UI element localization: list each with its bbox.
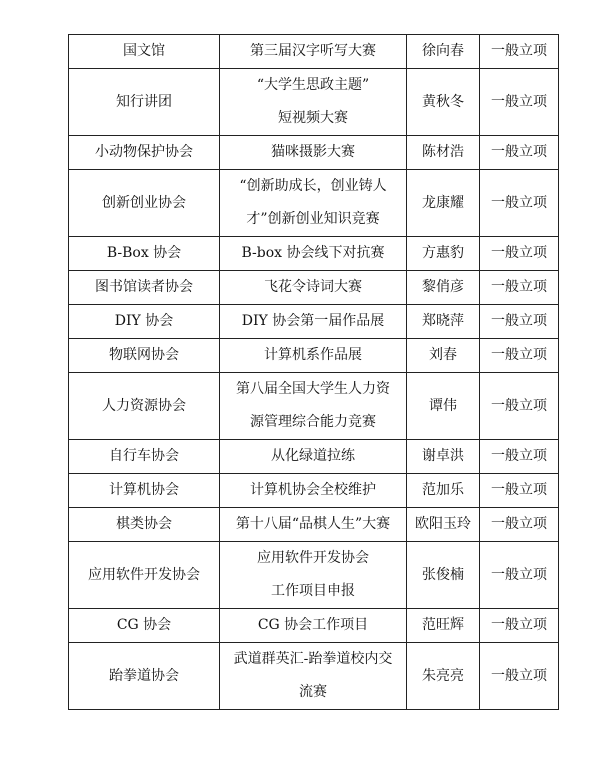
project-line: B-box 协会线下对抗赛 — [241, 245, 385, 261]
org-cell: 自行车协会 — [69, 440, 220, 474]
project-table — [68, 34, 559, 710]
table-row — [69, 609, 559, 643]
level-cell: 一般立项 — [480, 170, 559, 237]
project-cell — [220, 237, 407, 271]
org-cell: B-Box 协会 — [69, 237, 220, 271]
project-line: 飞花令诗词大赛 — [264, 279, 362, 295]
level-cell: 一般立项 — [480, 69, 559, 136]
leader-cell: 龙康耀 — [407, 170, 480, 237]
leader-cell: 陈材浩 — [407, 136, 480, 170]
table-row — [69, 339, 559, 373]
level-cell: 一般立项 — [480, 35, 559, 69]
project-line: 短视频大赛 — [278, 110, 348, 126]
project-cell — [220, 170, 407, 237]
project-cell — [220, 136, 407, 170]
project-line: 计算机系作品展 — [264, 347, 362, 363]
table-row — [69, 440, 559, 474]
project-cell — [220, 609, 407, 643]
table-row — [69, 373, 559, 440]
level-cell: 一般立项 — [480, 271, 559, 305]
org-cell: 物联网协会 — [69, 339, 220, 373]
project-line: 源管理综合能力竞赛 — [250, 414, 376, 430]
project-line: 工作项目申报 — [271, 583, 355, 599]
org-cell: 计算机协会 — [69, 474, 220, 508]
table-row — [69, 237, 559, 271]
leader-cell: 欧阳玉玲 — [407, 508, 480, 542]
project-line: DIY 协会第一届作品展 — [241, 313, 385, 329]
leader-cell: 徐向春 — [407, 35, 480, 69]
project-line: 才”创新创业知识竞赛 — [246, 211, 380, 227]
table-row — [69, 35, 559, 69]
level-cell: 一般立项 — [480, 136, 559, 170]
table-row — [69, 69, 559, 136]
level-cell: 一般立项 — [480, 609, 559, 643]
project-line: 武道群英汇-跆拳道校内交 — [233, 651, 393, 667]
org-cell: 国文馆 — [69, 35, 220, 69]
project-line: 第八届全国大学生人力资 — [236, 381, 390, 397]
leader-cell: 郑晓萍 — [407, 305, 480, 339]
table-row — [69, 508, 559, 542]
project-line: 猫咪摄影大赛 — [271, 144, 355, 160]
table-row — [69, 474, 559, 508]
project-line: 应用软件开发协会 — [257, 550, 369, 566]
leader-cell: 范加乐 — [407, 474, 480, 508]
project-line: 第三届汉字听写大赛 — [250, 43, 376, 59]
leader-cell: 刘春 — [407, 339, 480, 373]
project-line: CG 协会工作项目 — [257, 617, 369, 633]
org-cell: DIY 协会 — [69, 305, 220, 339]
project-cell — [220, 440, 407, 474]
project-line: 流赛 — [299, 684, 327, 700]
level-cell: 一般立项 — [480, 542, 559, 609]
project-line: 从化绿道拉练 — [271, 448, 355, 464]
project-cell — [220, 643, 407, 710]
project-cell — [220, 542, 407, 609]
org-cell: 应用软件开发协会 — [69, 542, 220, 609]
org-cell: 跆拳道协会 — [69, 643, 220, 710]
project-cell — [220, 35, 407, 69]
level-cell: 一般立项 — [480, 339, 559, 373]
org-cell: 人力资源协会 — [69, 373, 220, 440]
project-cell — [220, 271, 407, 305]
leader-cell: 范旺辉 — [407, 609, 480, 643]
project-cell — [220, 373, 407, 440]
table-row — [69, 136, 559, 170]
leader-cell: 谢卓洪 — [407, 440, 480, 474]
project-line: “大学生思政主题” — [256, 77, 370, 93]
level-cell: 一般立项 — [480, 474, 559, 508]
leader-cell: 谭伟 — [407, 373, 480, 440]
org-cell: 创新创业协会 — [69, 170, 220, 237]
org-cell: 小动物保护协会 — [69, 136, 220, 170]
org-cell: 图书馆读者协会 — [69, 271, 220, 305]
leader-cell: 黎俏彦 — [407, 271, 480, 305]
leader-cell: 方惠豹 — [407, 237, 480, 271]
level-cell: 一般立项 — [480, 305, 559, 339]
project-line: “创新助成长，创业铸人 — [239, 178, 387, 194]
org-cell: 棋类协会 — [69, 508, 220, 542]
project-table-body — [69, 35, 559, 710]
project-cell — [220, 474, 407, 508]
project-line: 第十八届“品棋人生”大赛 — [235, 516, 391, 532]
level-cell: 一般立项 — [480, 373, 559, 440]
org-cell: CG 协会 — [69, 609, 220, 643]
project-cell — [220, 508, 407, 542]
level-cell: 一般立项 — [480, 237, 559, 271]
project-cell — [220, 339, 407, 373]
table-row — [69, 271, 559, 305]
project-cell — [220, 69, 407, 136]
table-row — [69, 542, 559, 609]
level-cell: 一般立项 — [480, 643, 559, 710]
leader-cell: 张俊楠 — [407, 542, 480, 609]
table-row — [69, 170, 559, 237]
leader-cell: 黄秋冬 — [407, 69, 480, 136]
level-cell: 一般立项 — [480, 440, 559, 474]
table-row — [69, 305, 559, 339]
org-cell: 知行讲团 — [69, 69, 220, 136]
level-cell: 一般立项 — [480, 508, 559, 542]
project-line: 计算机协会全校维护 — [250, 482, 376, 498]
leader-cell: 朱亮亮 — [407, 643, 480, 710]
project-cell — [220, 305, 407, 339]
table-row — [69, 643, 559, 710]
